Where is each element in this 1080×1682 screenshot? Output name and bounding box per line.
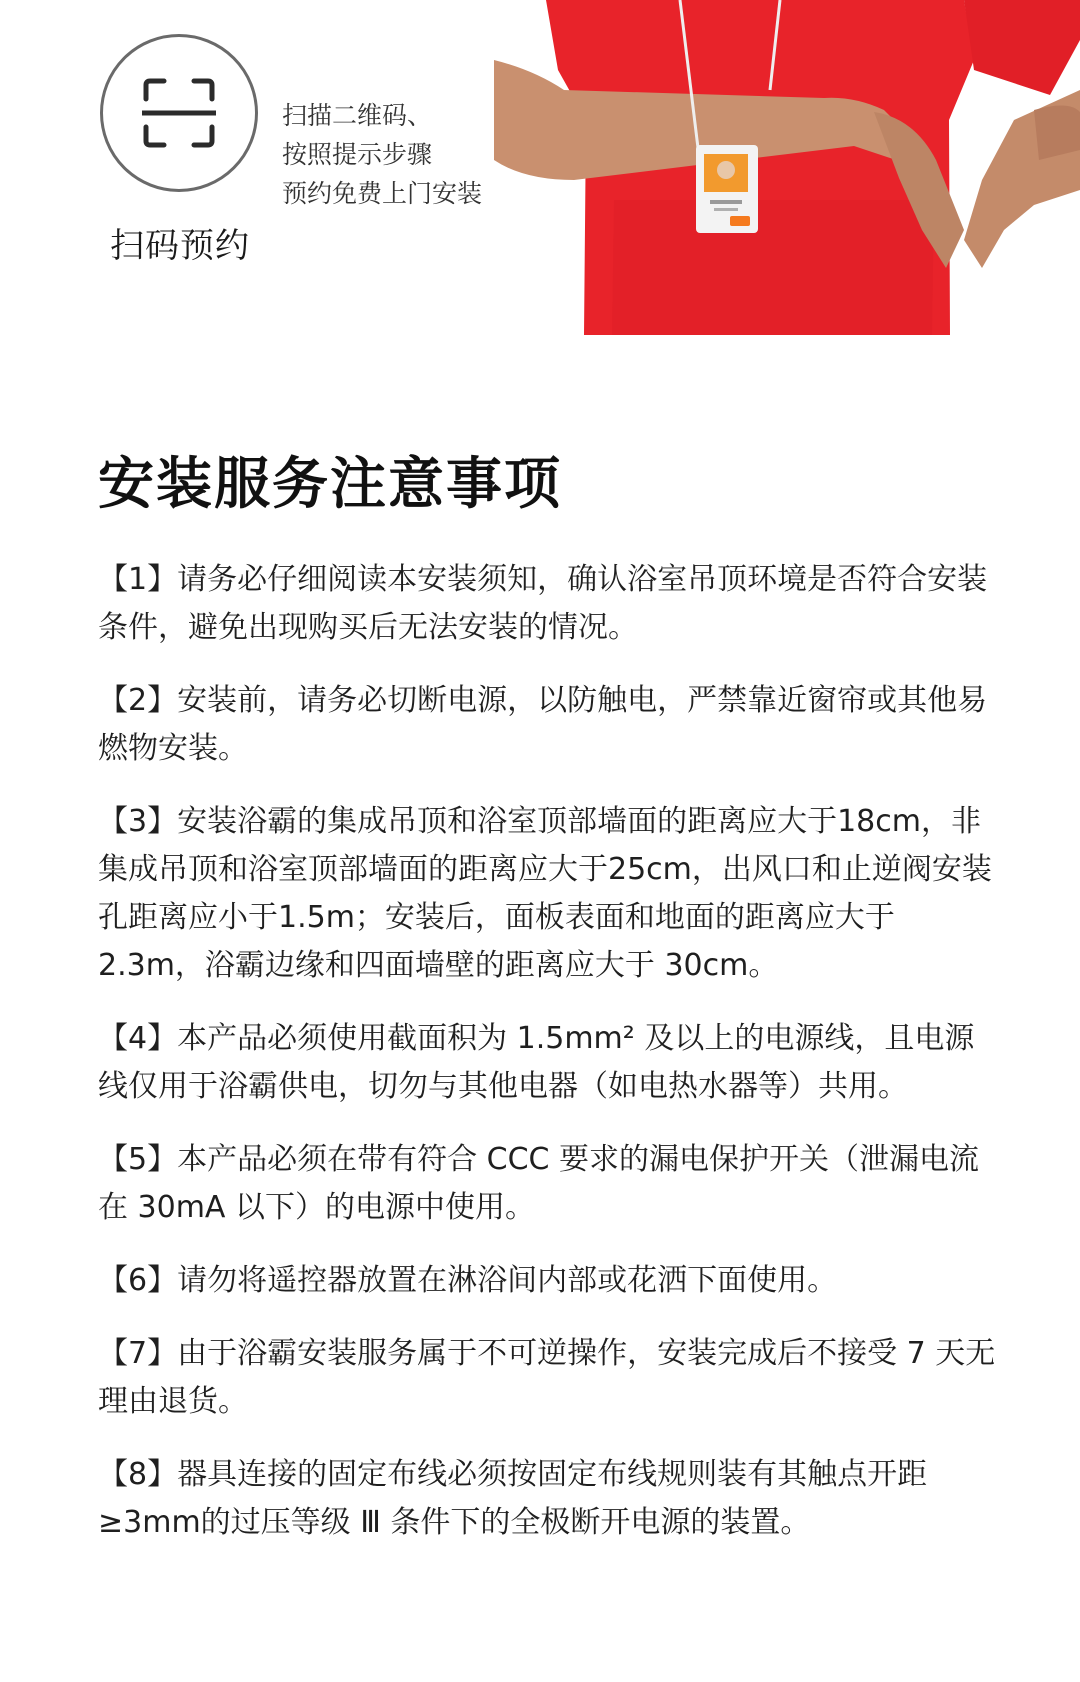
scan-step-1: 扫描二维码、 bbox=[282, 101, 433, 130]
note-item-5: 【5】本产品必须在带有符合 CCC 要求的漏电保护开关（泄漏电流在 30mA 以下）的电源中使用。 bbox=[98, 1142, 980, 1225]
notes-title: 安装服务注意事项 bbox=[98, 452, 562, 517]
note-item-8: 【8】器具连接的固定布线必须按固定布线规则装有其触点开距≥3mm的过压等级 Ⅲ 条件下的全极断开电源的装置。 bbox=[98, 1457, 928, 1540]
note-item-1: 【1】请务必仔细阅读本安装须知，确认浴室吊顶环境是否符合安装条件，避免出现购买后无法安装的情况。 bbox=[98, 562, 988, 645]
scan-step-2: 按照提示步骤 bbox=[282, 140, 433, 169]
scan-frame-icon bbox=[142, 77, 216, 149]
scan-button[interactable] bbox=[100, 34, 258, 192]
note-item-7: 【7】由于浴霸安装服务属于不可逆操作，安装完成后不接受 7 天无理由退货。 bbox=[98, 1336, 996, 1419]
note-item-4: 【4】本产品必须使用截面积为 1.5mm² 及以上的电源线，且电源线仅用于浴霸供电，切勿与其他电器（如电热水器等）共用。 bbox=[98, 1021, 975, 1104]
notes-list bbox=[98, 556, 998, 1572]
note-item-2: 【2】安装前，请务必切断电源，以防触电，严禁靠近窗帘或其他易燃物安装。 bbox=[98, 683, 988, 766]
installer-photo bbox=[494, 0, 1080, 335]
note-item-3: 【3】安装浴霸的集成吊顶和浴室顶部墙面的距离应大于18cm，非集成吊顶和浴室顶部墙面的距离应大于25cm，出风口和止逆阀安装孔距离应小于1.5m；安装后，面板表面和地面的距离应大于 2.3m，浴霸边缘和四面墙壁的距离应大于 30cm。 bbox=[98, 804, 992, 983]
scan-caption: 扫码预约 bbox=[110, 226, 250, 266]
banner bbox=[0, 0, 1080, 335]
note-item-6: 【6】请勿将遥控器放置在淋浴间内部或花洒下面使用。 bbox=[98, 1263, 838, 1298]
scan-steps bbox=[282, 96, 482, 213]
scan-step-3: 预约免费上门安装 bbox=[282, 179, 483, 208]
